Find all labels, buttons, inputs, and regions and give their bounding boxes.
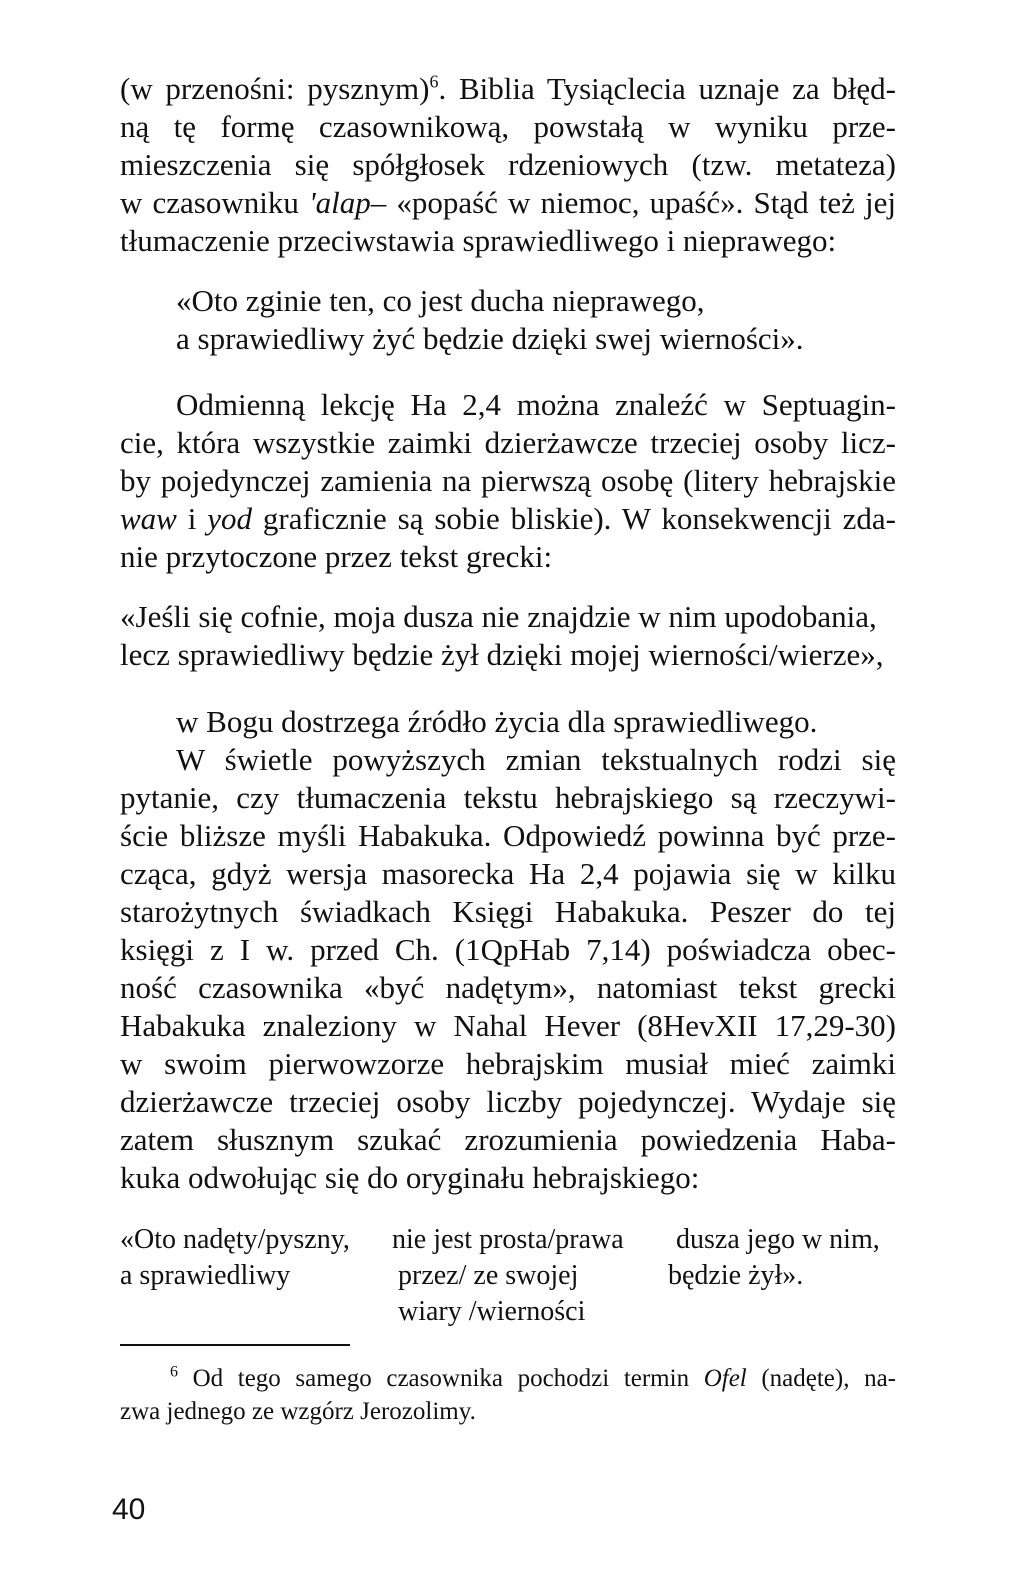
text-run: – «popaść w niemoc, upaść». Stąd też jej <box>370 185 896 220</box>
paragraph-3-line-5: cząca, gdyż wersja masorecka Ha 2,4 pojawia się w kilku <box>120 856 896 891</box>
quote-3-column-2-line-2: przez/ ze swojej <box>398 1260 579 1291</box>
paragraph-1-line-5: tłumaczenie przeciwstawia sprawiedliwego i nieprawego: <box>120 223 837 258</box>
paragraph-3-line-12: zatem słusznym szukać zrozumienia powiedzenia Haba- <box>120 1122 896 1157</box>
quote-3-column-2-line-1: nie jest prosta/prawa <box>392 1224 624 1255</box>
paragraph-3-line-7: księgi z I w. przed Ch. (1QpHab 7,14) poświadcza obec- <box>120 932 896 967</box>
italic-word: waw <box>120 501 177 536</box>
paragraph-3-line-3: pytanie, czy tłumaczenia tekstu hebrajskiego są rzeczywi- <box>120 780 896 815</box>
paragraph-3-line-4: ście bliższe myśli Habakuka. Odpowiedź powinna być prze- <box>120 818 896 853</box>
quote-3-column-2-line-3: wiary /wierności <box>398 1296 586 1327</box>
quote-3-column-3-line-1: dusza jego w nim, <box>676 1224 880 1255</box>
footnote-marker: 6 <box>170 1363 178 1381</box>
text-run: graficznie są sobie bliskie). W konsekwencji zda- <box>252 501 896 536</box>
paragraph-3-line-6: starożytnych świadkach Księgi Habakuka. Peszer do tej <box>120 894 896 929</box>
paragraph-2-line-4 <box>120 500 896 538</box>
footnote-reference: 6 <box>429 71 439 92</box>
quote-3-column-3-line-2: będzie żył». <box>668 1260 804 1291</box>
paragraph-2-line-5: nie przytoczone przez tekst grecki: <box>120 539 553 574</box>
quote-2-line-1: «Jeśli się cofnie, moja dusza nie znajdzie w nim upodobania, <box>120 599 877 634</box>
paragraph-1-line-4 <box>120 184 896 222</box>
quote-3-column-1-line-1: «Oto nadęty/pyszny, <box>120 1224 350 1255</box>
paragraph-3-line-2: W świetle powyższych zmian tekstualnych rodzi się <box>176 742 896 777</box>
text-run: Od tego samego czasownika pochodzi termin <box>178 1365 704 1392</box>
paragraph-2-line-3: by pojedynczej zamienia na pierwszą osobę (litery hebrajskie <box>120 463 896 498</box>
footnote-separator <box>120 1344 350 1346</box>
quote-3-column-1-line-2: a sprawiedliwy <box>120 1260 291 1291</box>
paragraph-3-line-10: w swoim pierwowzorze hebrajskim musiał mieć zaimki <box>120 1046 896 1081</box>
paragraph-1-line-2: ną tę formę czasownikową, powstałą w wyniku prze- <box>120 109 896 144</box>
text-run: w czasowniku <box>120 185 309 220</box>
paragraph-3-line-13: kuka odwołując się do oryginału hebrajskiego: <box>120 1160 700 1195</box>
italic-word: Ofel <box>703 1365 747 1392</box>
paragraph-1-line-3: mieszczenia się spółgłosek rdzeniowych (tzw. metateza) <box>120 147 896 182</box>
footnote-line-2: zwa jednego ze wzgórz Jerozolimy. <box>120 1398 476 1425</box>
text-run: (w przenośni: pysznym) <box>120 71 430 106</box>
paragraph-1-line-1 <box>120 70 896 108</box>
paragraph-3-line-8: ność czasownika «być nadętym», natomiast tekst grecki <box>120 970 896 1005</box>
quote-2-line-2: lecz sprawiedliwy będzie żył dzięki mojej wierności/wierze», <box>120 637 884 672</box>
italic-word: yod <box>207 501 252 536</box>
quote-1-line-1: «Oto zginie ten, co jest ducha nieprawego, <box>176 283 705 318</box>
text-run: . Biblia Tysiąclecia uznaje za błęd- <box>438 71 896 106</box>
paragraph-3-line-1: w Bogu dostrzega źródło życia dla sprawiedliwego. <box>176 704 818 739</box>
paragraph-2-line-2: cie, która wszystkie zaimki dzierżawcze trzeciej osoby licz- <box>120 425 896 460</box>
paragraph-2-line-1: Odmienną lekcję Ha 2,4 można znaleźć w Septuagin- <box>176 387 896 422</box>
paragraph-3-line-11: dzierżawcze trzeciej osoby liczby pojedynczej. Wydaje się <box>120 1084 896 1119</box>
quote-1-line-2: a sprawiedliwy żyć będzie dzięki swej wierności». <box>176 321 804 356</box>
italic-word: 'alap <box>308 185 371 220</box>
text-run: (nadęte), na- <box>746 1365 896 1392</box>
footnote-line-1 <box>170 1363 896 1395</box>
page-number: 40 <box>112 1493 146 1526</box>
text-run: i <box>176 501 208 536</box>
paragraph-3-line-9: Habakuka znaleziony w Nahal Hever (8HevXII 17,29-30) <box>120 1008 896 1043</box>
